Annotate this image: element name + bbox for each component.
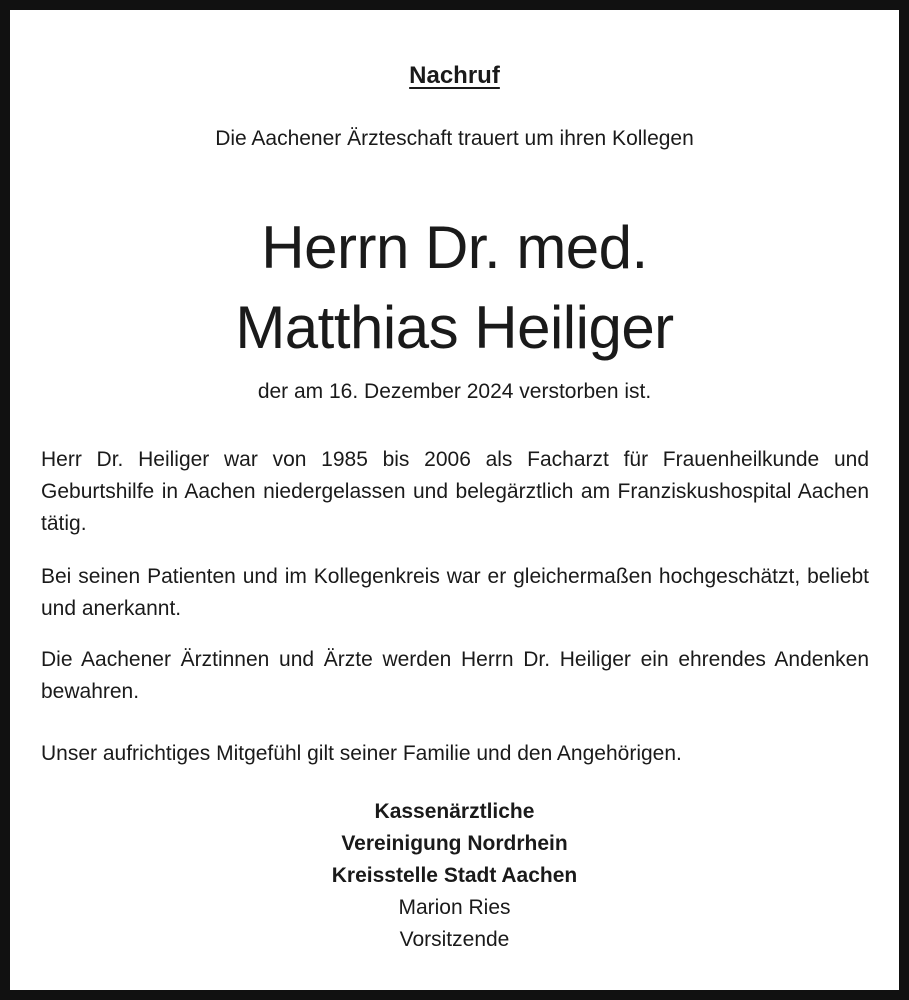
notice-heading: Nachruf	[409, 62, 500, 89]
death-date-line: der am 16. Dezember 2024 verstorben ist.	[257, 380, 652, 403]
esteem-paragraph: Bei seinen Patienten und im Kollegenkreis war er gleichermaßen hochgeschätzt, beliebt und anerkannt.	[41, 565, 869, 620]
remembrance-paragraph: Die Aachener Ärztinnen und Ärzte werden Herrn Dr. Heiliger ein ehrendes Andenken bewahren.	[41, 648, 869, 703]
intro-line: Die Aachener Ärzteschaft trauert um ihren Kollegen	[215, 127, 694, 150]
condolence-paragraph: Unser aufrichtiges Mitgefühl gilt seiner Familie und den Angehörigen.	[41, 742, 682, 765]
deceased-name: Matthias Heiliger	[235, 294, 674, 361]
signature-block	[10, 796, 899, 956]
deceased-title: Herrn Dr. med.	[261, 214, 648, 281]
career-paragraph: Herr Dr. Heiliger war von 1985 bis 2006 als Facharzt für Frauenheilkunde und Geburtshilfe in Aachen niedergelassen und belegärztlich am Franziskushospital Aachen tätig.	[41, 448, 869, 535]
signature-org-line-3: Kreisstelle Stadt Aachen	[331, 864, 578, 887]
signatory-name: Marion Ries	[398, 896, 511, 919]
signatory-role: Vorsitzende	[399, 928, 510, 951]
signature-org-line-1: Kassenärztliche	[374, 800, 535, 823]
signature-org-line-2: Vereinigung Nordrhein	[341, 832, 568, 855]
